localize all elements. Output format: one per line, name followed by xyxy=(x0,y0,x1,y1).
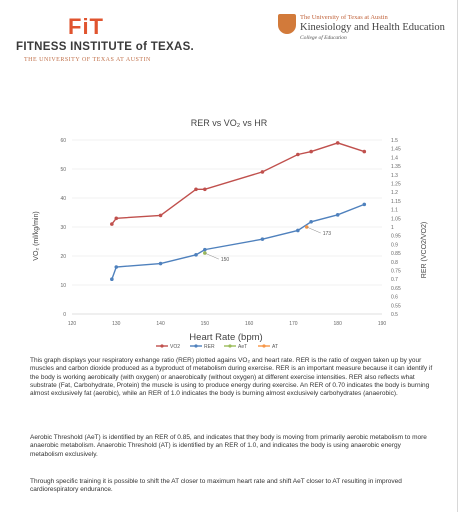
y2-tick-label: 1.05 xyxy=(391,216,401,223)
y2-tick-label: 1.15 xyxy=(391,198,401,205)
y-tick-label: 20 xyxy=(60,254,66,260)
y2-tick-label: 1.2 xyxy=(391,190,398,197)
vo2-legend-swatch-marker xyxy=(160,344,163,347)
rer-point xyxy=(261,237,265,241)
y2-tick-label: 0.55 xyxy=(391,303,401,310)
y2-tick-label: 1 xyxy=(391,225,394,231)
y-tick-label: 30 xyxy=(60,225,66,231)
vo2-point xyxy=(114,217,118,221)
at-data-label: 173 xyxy=(322,231,332,237)
y2-tick-label: 1.25 xyxy=(391,181,401,188)
vo2-point xyxy=(362,150,366,154)
x-tick-label: 140 xyxy=(156,321,165,327)
vo2-point xyxy=(261,170,265,174)
y2-tick-label: 0.5 xyxy=(391,312,398,318)
chart-title: RER vs VO₂ vs HR xyxy=(190,118,268,128)
y2-axis-ticks xyxy=(391,138,401,318)
x-axis-label: Heart Rate (bpm) xyxy=(189,332,263,343)
vo2-point xyxy=(194,188,198,192)
y2-tick-label: 1.45 xyxy=(391,146,401,153)
y2-axis-label: RER (VCO2/VO2) xyxy=(421,221,428,279)
rer-point xyxy=(336,213,340,217)
rer-point xyxy=(203,248,207,252)
rer-vo2-hr-chart xyxy=(0,112,458,352)
vo2-point xyxy=(296,153,300,157)
y2-tick-label: 1.1 xyxy=(391,207,398,214)
threshold-explanation-paragraph: Aerobic Threshold (AeT) is identified by an RER of 0.85, and indicates that they body is moving from primarily aerobic metabolism to more anaerobic metabolism. Anaerobic Threshold (AT) is identified by an RER of 1.0, and indicates the body is using anaerobic energy metabolism exclusively. xyxy=(30,434,427,458)
vo2-point xyxy=(203,188,207,192)
y2-tick-label: 1.35 xyxy=(391,164,401,171)
vo2-point xyxy=(159,214,163,218)
x-tick-label: 160 xyxy=(244,321,254,327)
rer-legend-label: RER xyxy=(204,344,215,350)
x-tick-label: 170 xyxy=(289,321,298,327)
rer-point xyxy=(110,277,114,281)
y2-tick-label: 0.6 xyxy=(391,294,398,301)
rer-point xyxy=(309,220,313,224)
ut-university-name: The University of Texas at Austin xyxy=(300,14,388,21)
ut-seal-icon xyxy=(278,14,296,34)
x-tick-label: 150 xyxy=(200,321,210,327)
rer-point xyxy=(194,253,198,257)
aet-data-label: 150 xyxy=(220,257,230,264)
y2-tick-label: 1.5 xyxy=(391,138,398,144)
y2-tick-label: 1.3 xyxy=(391,172,398,179)
x-tick-label: 120 xyxy=(67,321,77,327)
y2-tick-label: 0.75 xyxy=(391,268,401,275)
vo2-point xyxy=(110,222,114,226)
rer-point xyxy=(362,203,366,207)
y2-tick-label: 0.8 xyxy=(391,259,398,266)
x-tick-label: 190 xyxy=(377,321,387,327)
fit-mark: FiT xyxy=(68,14,104,39)
y-axis-ticks xyxy=(60,138,66,318)
aet-legend-label: AeT xyxy=(238,344,248,350)
ut-college-name: College of Education xyxy=(300,35,347,41)
y2-tick-label: 0.7 xyxy=(391,277,398,284)
y-axis-label: VO₂ (ml/kg/min) xyxy=(33,211,40,261)
y-tick-label: 10 xyxy=(60,283,66,289)
training-paragraph: Through specific training it is possible to shift the AT closer to maximum heart rate and shift AeT closer to AT resulting in improved cardiorespiratory endurance. xyxy=(30,478,402,494)
fit-subtitle: THE UNIVERSITY OF TEXAS AT AUSTIN xyxy=(24,57,151,63)
at-legend-label: AT xyxy=(272,344,279,350)
y-tick-label: 0 xyxy=(63,312,66,318)
y2-tick-label: 0.9 xyxy=(391,242,398,249)
at-legend-swatch-marker xyxy=(262,344,265,347)
x-tick-label: 130 xyxy=(112,321,121,327)
y2-tick-label: 0.95 xyxy=(391,233,401,240)
rer-legend-swatch-marker xyxy=(194,344,197,347)
aet-legend-swatch-marker xyxy=(228,344,231,347)
x-axis-ticks xyxy=(68,321,387,327)
chart-legend xyxy=(156,344,278,350)
at-label-leader xyxy=(307,227,321,233)
vo2-series-line xyxy=(112,143,364,224)
y-tick-label: 60 xyxy=(60,138,66,144)
rer-point xyxy=(296,229,300,233)
chart-grid xyxy=(72,140,382,314)
rer-point xyxy=(159,262,163,266)
rer-explanation-paragraph: This graph displays your respiratory exhange ratio (RER) plotted agains VO₂ and heart rate. RER is the ratio of oxgyen taken up by your muscles and carbon dioxide produced as a byproduct of metabolism during exercise. RER is an important measure because it can identify if the body is working aerobically (with oxygen) or anaerobically (without oxygen) at different exercise intensities. RER also reflects what substrate (Fat, Carbohydrate, Protein) the muscle is using to produce energy during exercise. An RER of 0.70 indicates the body is burning almost exclusively fat (aerobic), while an RER of 1.0 indicates the body is burning almost exclusively carbohydrates (anaerobic). xyxy=(30,357,433,398)
ut-department-name: Kinesiology and Health Education xyxy=(300,22,445,33)
y2-tick-label: 0.85 xyxy=(391,251,401,258)
rer-point xyxy=(114,265,118,269)
vo2-point xyxy=(336,141,340,145)
y-tick-label: 50 xyxy=(60,167,66,173)
chart-series xyxy=(110,141,366,281)
y2-tick-label: 1.4 xyxy=(391,155,398,162)
y2-tick-label: 0.65 xyxy=(391,285,401,292)
fit-name: FITNESS INSTITUTE of TEXAS. xyxy=(16,41,195,53)
vo2-point xyxy=(309,150,313,154)
y-tick-label: 40 xyxy=(60,196,66,202)
vo2-legend-label: VO2 xyxy=(170,344,181,350)
x-tick-label: 180 xyxy=(333,321,342,327)
